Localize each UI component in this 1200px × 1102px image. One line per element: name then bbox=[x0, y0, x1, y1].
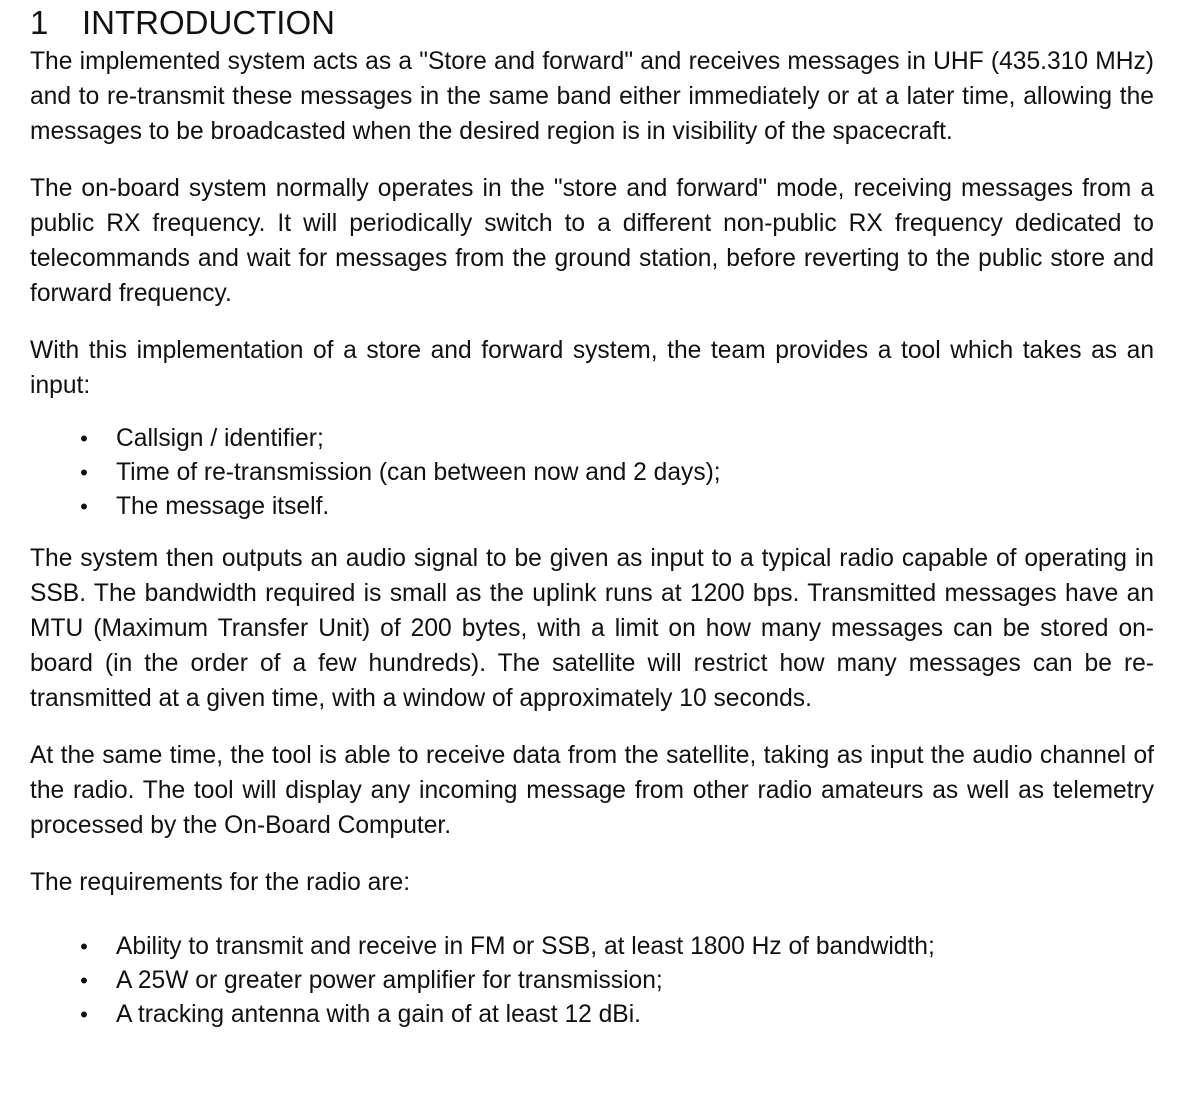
list-item bbox=[30, 490, 1154, 524]
section-heading bbox=[30, 3, 1154, 43]
list-item bbox=[30, 964, 1154, 998]
bullet-icon: • bbox=[80, 968, 88, 993]
paragraph-operating-mode: The on-board system normally operates in the "store and forward" mode, receiving messages from a public RX frequency. It will periodically switch to a different non-public RX frequency dedicated to telecommands and wait for messages from the ground station, before reverting to the public store and forward frequency. bbox=[30, 175, 1154, 307]
list-item-text: The message itself. bbox=[116, 493, 330, 520]
list-item-text: A tracking antenna with a gain of at least 12 dBi. bbox=[116, 1001, 642, 1028]
paragraph-system-overview: The implemented system acts as a "Store and forward" and receives messages in UHF (435.310 MHz) and to re-transmit these messages in the same band either immediately or at a later time, allowing the messages to be broadcasted when the desired region is in visibility of the spacecraft. bbox=[30, 48, 1154, 145]
paragraph-receive-data: At the same time, the tool is able to receive data from the satellite, taking as input the audio channel of the radio. The tool will display any incoming message from other radio amateurs as well as telemetry processed by the On-Board Computer. bbox=[30, 742, 1154, 839]
bullet-icon: • bbox=[80, 934, 88, 959]
list-item-text: Time of re-transmission (can between now and 2 days); bbox=[116, 459, 721, 486]
bullet-icon: • bbox=[80, 494, 88, 519]
list-item bbox=[30, 930, 1154, 964]
document-page bbox=[0, 3, 1200, 1102]
paragraph-tool-inputs: With this implementation of a store and forward system, the team provides a tool which takes as an input: bbox=[30, 337, 1154, 399]
list-item bbox=[30, 422, 1154, 456]
bullet-icon: • bbox=[80, 426, 88, 451]
bullet-icon: • bbox=[80, 1002, 88, 1027]
section-number: 1 bbox=[30, 4, 49, 41]
paragraph-audio-output: The system then outputs an audio signal to be given as input to a typical radio capable of operating in SSB. The bandwidth required is small as the uplink runs at 1200 bps. Transmitted messages have an MTU (Maximum Transfer Unit) of 200 bytes, with a limit on how many messages can be stored on-board (in the order of a few hundreds). The satellite will restrict how many messages can be re-transmitted at a given time, with a window of approximately 10 seconds. bbox=[30, 545, 1154, 712]
requirements-list bbox=[30, 930, 1154, 1032]
list-item-text: Callsign / identifier; bbox=[116, 425, 324, 452]
paragraph-radio-requirements: The requirements for the radio are: bbox=[30, 869, 411, 896]
input-list bbox=[30, 422, 1154, 524]
section-title: INTRODUCTION bbox=[82, 4, 335, 41]
list-item-text: A 25W or greater power amplifier for transmission; bbox=[116, 967, 663, 994]
bullet-icon: • bbox=[80, 460, 88, 485]
list-item-text: Ability to transmit and receive in FM or SSB, at least 1800 Hz of bandwidth; bbox=[116, 933, 935, 960]
list-item bbox=[30, 998, 1154, 1032]
list-item bbox=[30, 456, 1154, 490]
